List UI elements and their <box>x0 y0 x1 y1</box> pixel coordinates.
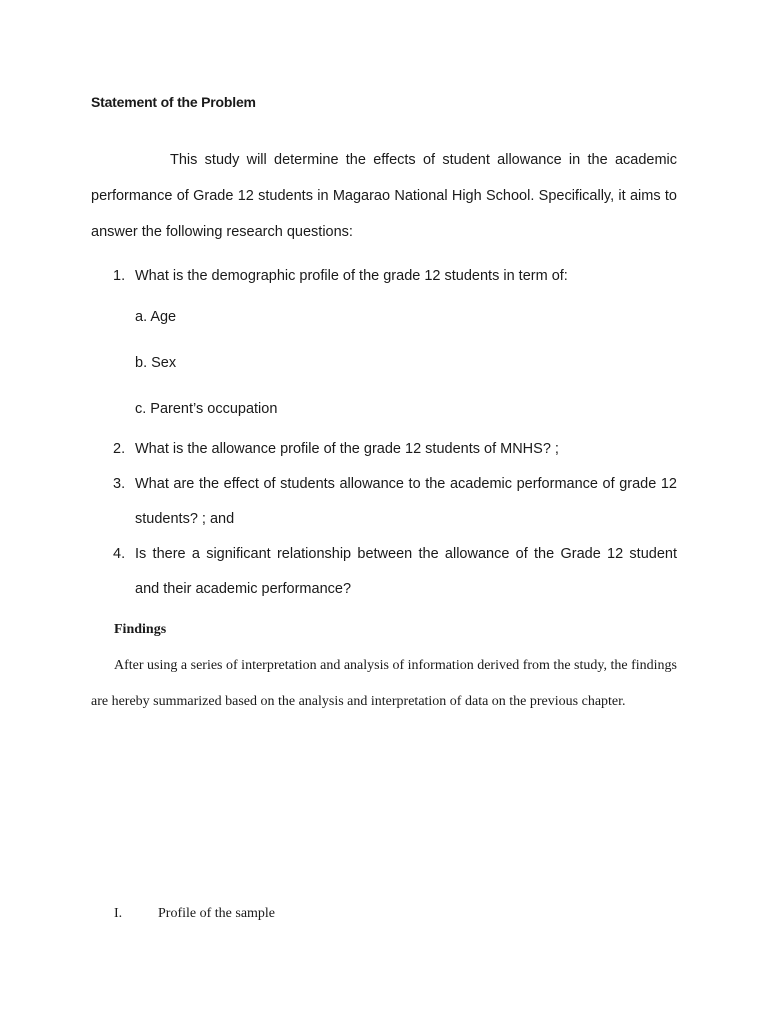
list-item-text: What are the effect of students allowance to the academic performance of grade 12 students? ; and <box>135 476 677 527</box>
section-numeral: I. <box>114 906 123 921</box>
list-item-number: 1. <box>113 268 126 284</box>
list-item-text: Is there a significant relationship between the allowance of the Grade 12 student and their academic performance? <box>135 546 677 597</box>
list-item <box>91 432 677 467</box>
list-item-number: 2. <box>113 441 126 457</box>
demographic-sublist <box>135 294 677 432</box>
list-item-number: 3. <box>113 476 126 492</box>
findings-paragraph: After using a series of interpretation and analysis of information derived from the study, the findings are hereby summarized based on the analysis and interpretation of data on the previous chapter. <box>91 658 677 709</box>
findings-heading: Findings <box>114 622 167 637</box>
sub-list-item: a. Age <box>135 309 177 325</box>
research-questions-list <box>91 259 677 607</box>
list-item-text: What is the demographic profile of the grade 12 students in term of: <box>135 268 568 284</box>
list-item <box>91 467 677 537</box>
list-item <box>91 537 677 607</box>
list-item <box>91 259 677 432</box>
section-heading <box>114 906 275 922</box>
list-item-number: 4. <box>113 546 126 562</box>
intro-paragraph: This study will determine the effects of student allowance in the academic performance of Grade 12 students in Magarao National High School. Specifically, it aims to answer the following research questions: <box>91 152 677 240</box>
section-title: Profile of the sample <box>158 906 276 921</box>
list-item-text: What is the allowance profile of the grade 12 students of MNHS? ; <box>135 441 559 457</box>
page-title: Statement of the Problem <box>91 94 256 110</box>
sub-list-item: b. Sex <box>135 355 177 371</box>
sub-list-item: c. Parent’s occupation <box>135 401 278 417</box>
